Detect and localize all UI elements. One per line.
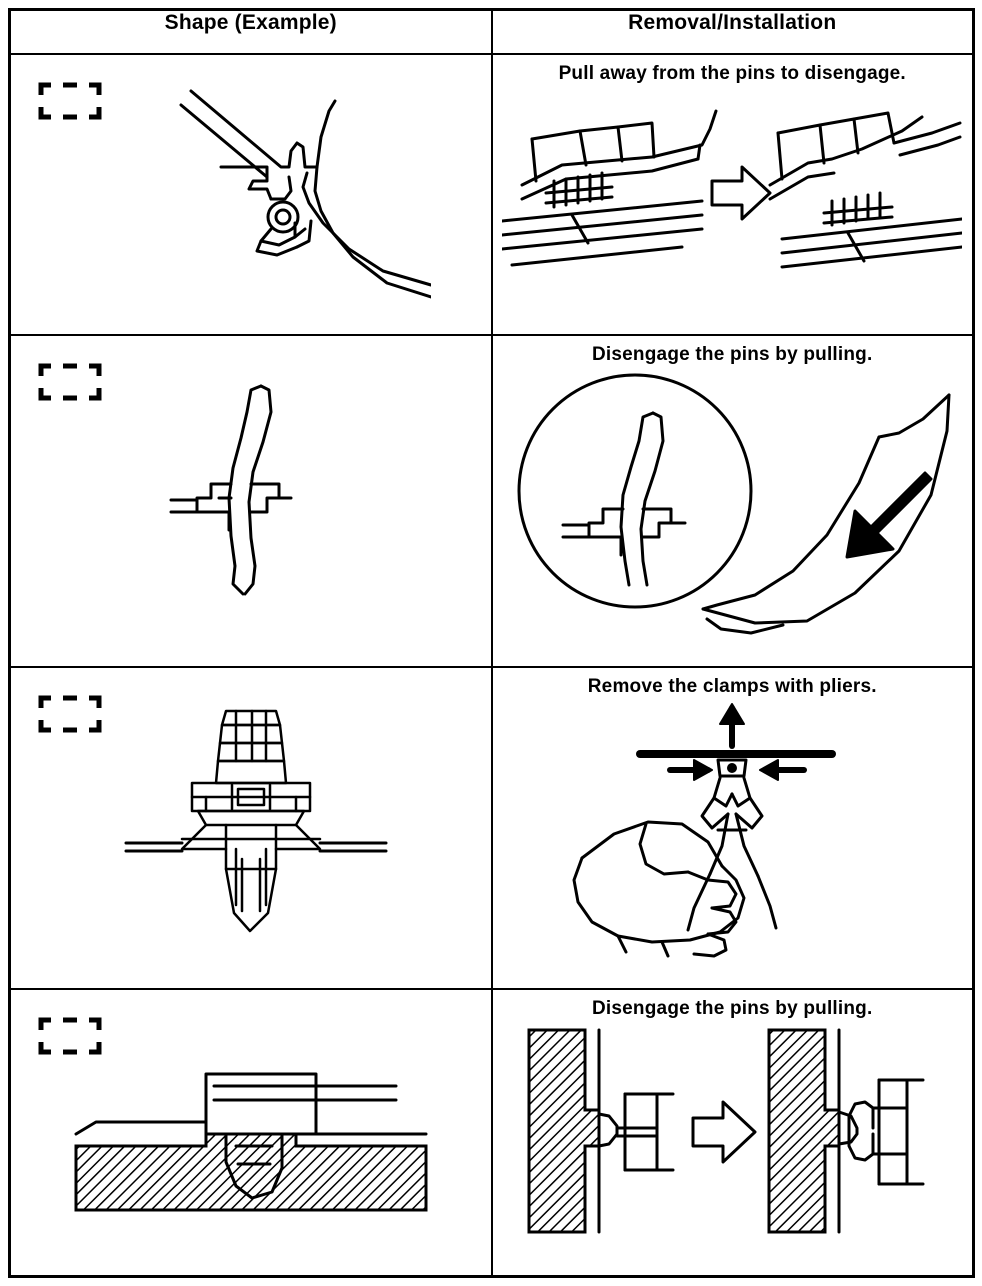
clip-shape-illustration-4 <box>66 1034 436 1224</box>
arrow-right-solid-icon <box>694 760 712 780</box>
clip-shape-illustration-3 <box>86 699 416 949</box>
table-header <box>10 10 974 55</box>
procedure-caption-1: Pull away from the pins to disengage. <box>558 63 906 84</box>
procedure-caption-4: Disengage the pins by pulling. <box>592 997 873 1019</box>
column-header-shape: Shape (Example) <box>10 10 492 55</box>
shape-cell-1 <box>10 54 492 335</box>
procedure-cell-3 <box>492 667 974 989</box>
table-row <box>10 54 974 335</box>
table-body <box>10 54 974 1277</box>
clip-shape-illustration-2 <box>111 372 391 622</box>
procedure-caption-3: Remove the clamps with pliers. <box>587 676 877 698</box>
procedure-illustration-2 <box>507 371 957 637</box>
shape-cell-2 <box>10 335 492 667</box>
procedure-illustration-3 <box>522 702 942 960</box>
clip-removal-table <box>8 8 975 1278</box>
shape-cell-4 <box>10 989 492 1277</box>
shape-cell-3 <box>10 667 492 989</box>
table-row <box>10 989 974 1277</box>
table-row <box>10 335 974 667</box>
procedure-illustration-1 <box>502 89 962 303</box>
table-row <box>10 667 974 989</box>
arrow-right-outline-icon <box>712 167 770 219</box>
procedure-cell-2 <box>492 335 974 667</box>
arrow-up-solid-icon <box>720 704 744 724</box>
clip-shape-illustration-1 <box>71 71 431 311</box>
column-header-procedure: Removal/Installation <box>492 10 974 55</box>
table-header-row <box>10 10 974 55</box>
procedure-cell-1 <box>492 54 974 335</box>
procedure-illustration-4 <box>507 1024 957 1242</box>
arrow-right-outline-icon <box>693 1102 755 1162</box>
procedure-caption-2: Disengage the pins by pulling. <box>592 343 873 365</box>
arrow-left-solid-icon <box>760 760 778 780</box>
procedure-cell-4 <box>492 989 974 1277</box>
